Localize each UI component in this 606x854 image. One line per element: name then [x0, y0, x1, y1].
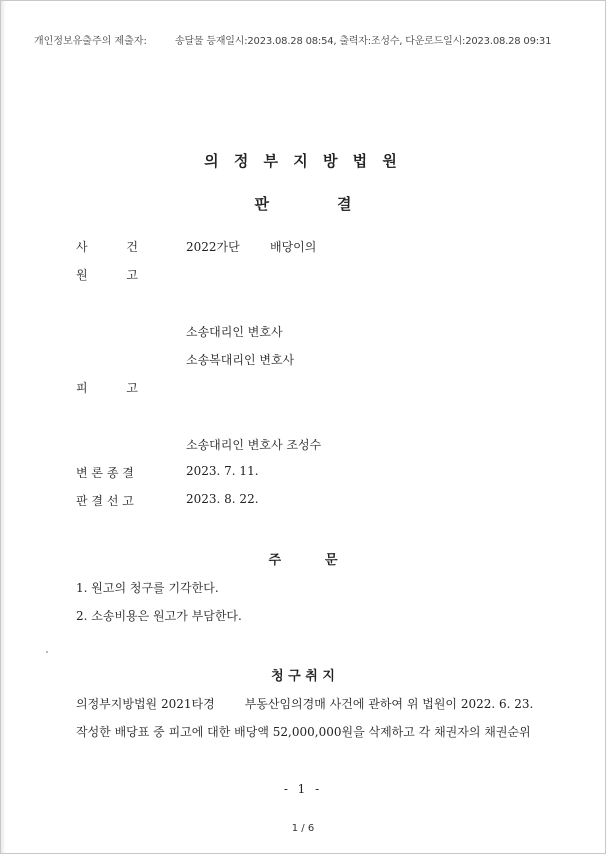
judgment-date-value: 2023. 8. 22.	[186, 492, 259, 506]
defendant-attorney: 소송대리인 변호사 조성수	[186, 438, 322, 452]
plaintiff-attorney: 소송대리인 변호사	[186, 325, 283, 339]
order-title	[0, 549, 606, 568]
order-title-char-1: 주	[268, 553, 281, 568]
judgment-title-char-1: 판	[254, 195, 269, 213]
claim-line-1-part-2: 부동산임의경매 사건에 관하여 위 법원이 2022. 6. 23.	[244, 697, 534, 711]
plaintiff-label-char-2: 고	[126, 268, 138, 282]
case-claim: 배당이의	[270, 240, 317, 254]
scan-mark	[46, 651, 48, 653]
claim-title: 청 구 취 지	[271, 669, 335, 684]
plaintiff-label	[76, 266, 138, 283]
page-count: 1 / 6	[291, 823, 315, 834]
judgment-date-label: 판 결 선 고	[76, 494, 134, 508]
hearing-close-date: 2023. 7. 11.	[186, 464, 259, 478]
hearing-close-label: 변 론 종 결	[76, 466, 134, 480]
defendant-label-char-1: 피	[76, 381, 88, 395]
claim-line-2: 작성한 배당표 중 피고에 대한 배당액 52,000,000원을 삭제하고 각 채권자의 채권순위	[76, 725, 531, 739]
judgment-title	[0, 193, 606, 214]
case-label	[76, 238, 138, 255]
case-label-char-2: 건	[126, 240, 138, 254]
defendant-label-char-2: 고	[126, 381, 138, 395]
judgment-title-char-2: 결	[337, 195, 352, 213]
page-number: - 1 -	[283, 782, 323, 796]
submitter-label: 개인정보유출주의 제출자:	[34, 36, 147, 47]
order-item-2: 2. 소송비용은 원고가 부담한다.	[76, 609, 242, 623]
defendant-label	[76, 379, 138, 396]
claim-line-1-part-1: 의정부지방법원 2021타경	[76, 697, 215, 711]
case-number: 2022가단	[186, 240, 240, 254]
case-label-char-1: 사	[76, 240, 88, 254]
case-value	[186, 238, 317, 255]
plaintiff-label-char-1: 원	[76, 268, 88, 282]
delivery-info: 송달물 등재일시:2023.08.28 08:54, 출력자:조성수, 다운로드일시:2023.08.28 09:31	[175, 36, 552, 47]
court-name: 의 정 부 지 방 법 원	[204, 152, 402, 170]
order-title-char-2: 문	[325, 553, 338, 568]
plaintiff-sub-attorney: 소송복대리인 변호사	[186, 353, 295, 367]
claim-line-1	[76, 695, 533, 712]
order-item-1: 1. 원고의 청구를 기각한다.	[76, 581, 219, 595]
